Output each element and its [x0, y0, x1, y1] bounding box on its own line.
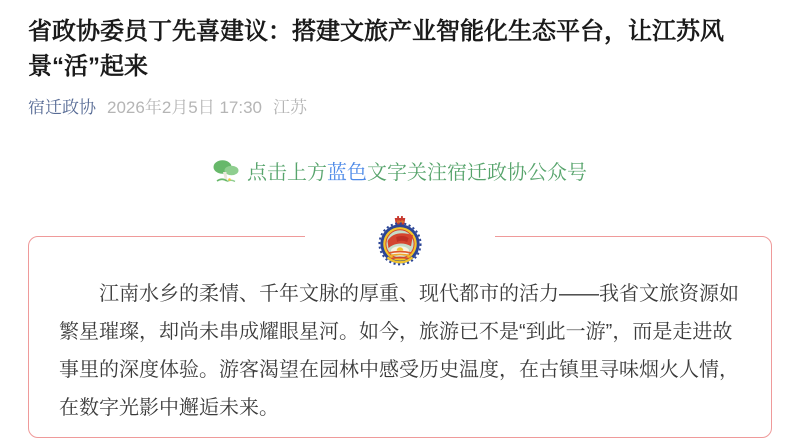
account-link[interactable]: 宿迁政协: [28, 98, 96, 117]
article-title: 省政协委员丁先喜建议：搭建文旅产业智能化生态平台，让江苏风景“活”起来: [28, 18, 724, 80]
cta-text-prefix: 点击上方: [247, 162, 327, 184]
intro-paragraph: 江南水乡的柔情、千年文脉的厚重、现代都市的活力——我省文旅资源如繁星璀璨，却尚未串成耀眼星河。如今，旅游已不是“到此一游”，而是走进故事里的深度体验。游客渴望在园林中感受历史温度，在古镇里寻味烟火人情，在数字光影中邂逅未来。: [59, 283, 739, 419]
cta-text-highlight: 蓝色: [327, 162, 367, 184]
publish-location: 江苏: [273, 98, 307, 117]
article-body: [28, 219, 772, 438]
intro-box: [28, 236, 772, 438]
article-meta: [28, 97, 772, 119]
publish-date: 2026年2月5日 17:30: [107, 98, 262, 117]
follow-cta: [28, 159, 772, 187]
emblem-year-text: 1949: [396, 219, 404, 224]
tree-icon: [213, 159, 240, 184]
cta-text-suffix: 文字关注宿迁政协公众号: [367, 162, 587, 184]
cppcc-emblem-logo: [305, 216, 495, 266]
